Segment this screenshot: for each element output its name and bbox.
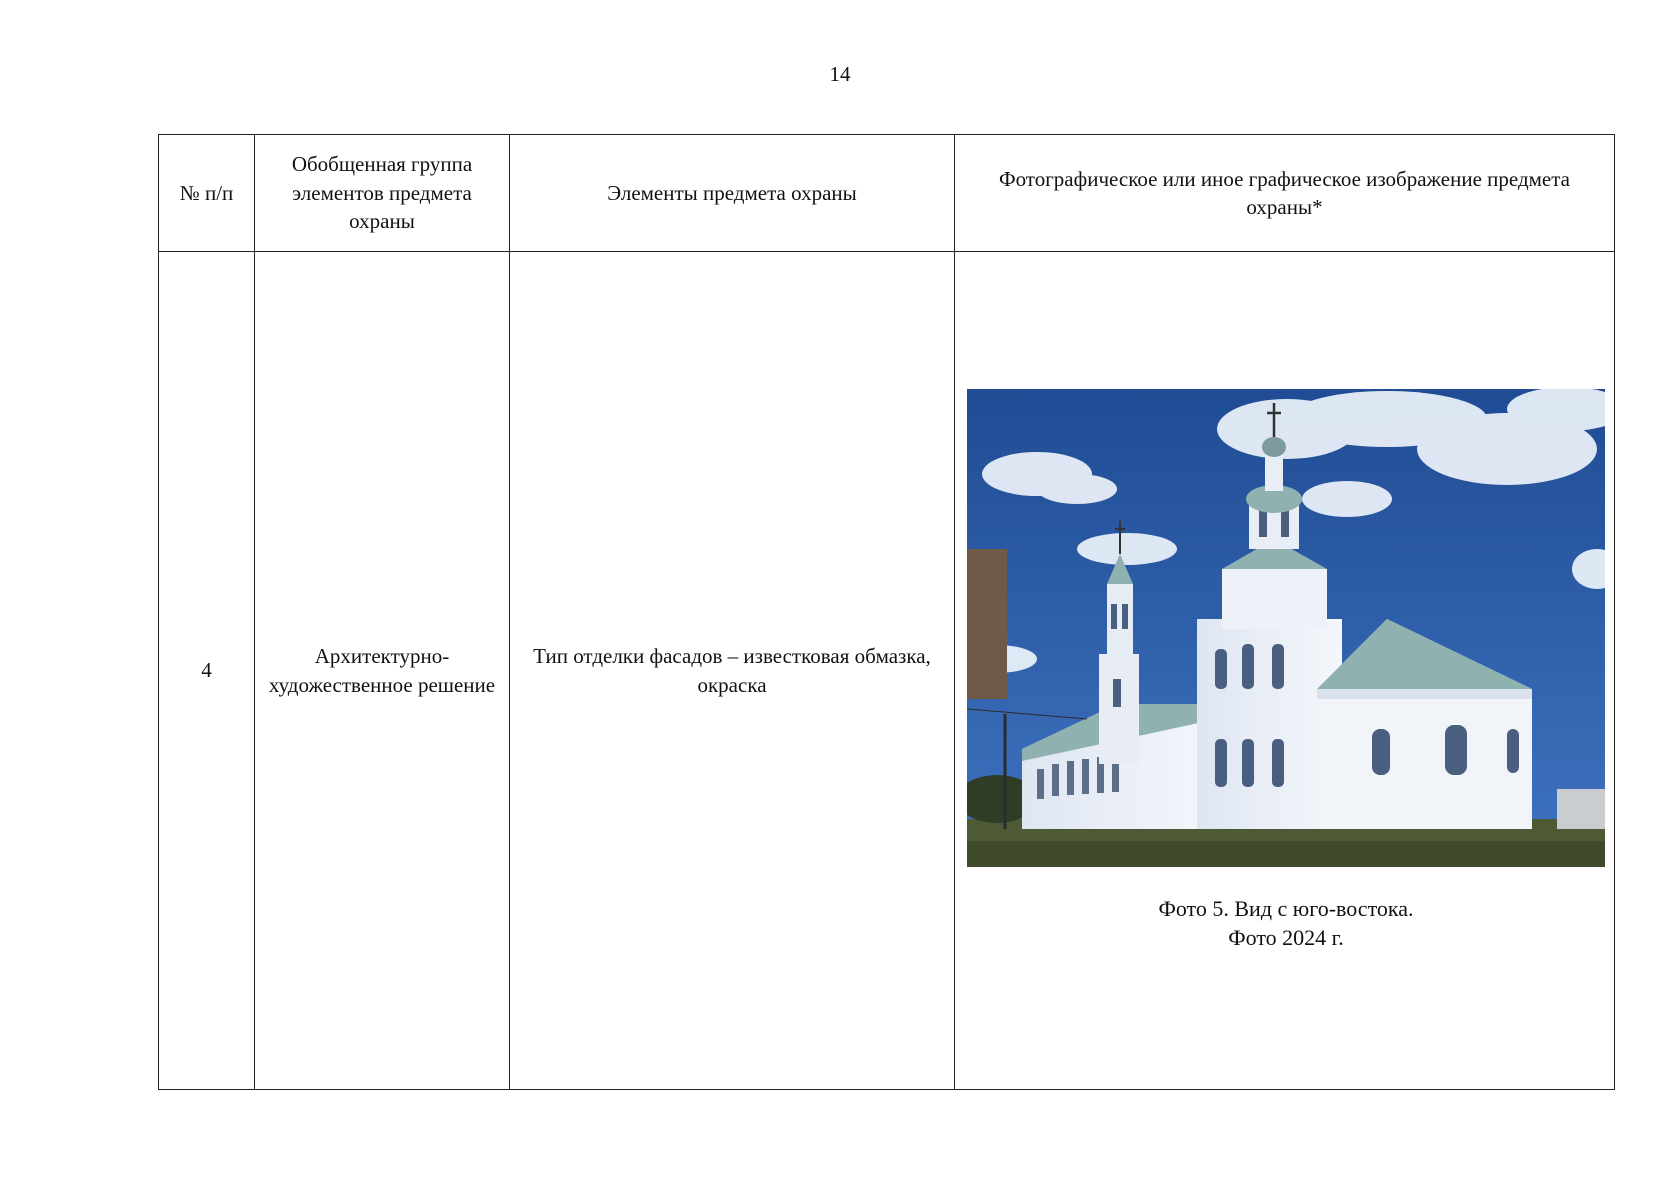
row-image-cell [955, 252, 1615, 1090]
church-photo [967, 389, 1605, 867]
header-image: Фотографическое или иное графическое изображение предмета охраны* [955, 135, 1615, 252]
table-row [159, 252, 1615, 1090]
row-number: 4 [159, 252, 255, 1090]
photo-container [967, 389, 1605, 952]
header-group: Обобщенная группа элементов предмета охраны [255, 135, 510, 252]
protection-table [158, 134, 1615, 1090]
row-group: Архитектурно-художественное решение [255, 252, 510, 1090]
page-number: 14 [829, 62, 851, 86]
row-elements: Тип отделки фасадов – известковая обмазка, окраска [510, 252, 955, 1090]
caption-line-1: Фото 5. Вид с юго-востока. [1158, 895, 1414, 921]
header-number: № п/п [159, 135, 255, 252]
caption-line-2: Фото 2024 г. [1228, 924, 1344, 950]
photo-caption [967, 895, 1605, 952]
table-header-row [159, 135, 1615, 252]
header-elements: Элементы предмета охраны [510, 135, 955, 252]
